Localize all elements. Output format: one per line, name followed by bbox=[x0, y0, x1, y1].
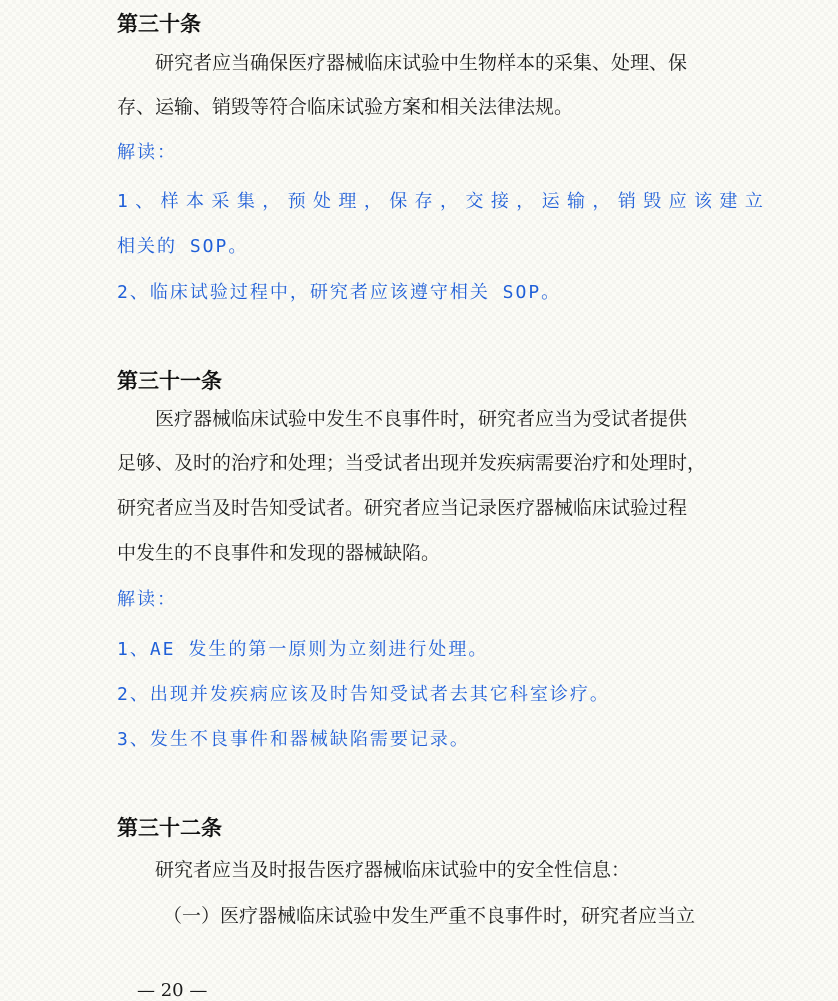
article-32-heading: 第三十二条 bbox=[117, 815, 222, 840]
article-31-text-line-1: 医疗器械临床试验中发生不良事件时，研究者应当为受试者提供 bbox=[155, 408, 688, 430]
article-31-point-1: 1、AE 发生的第一原则为立刻进行处理。 bbox=[117, 639, 489, 660]
article-31-point-2: 2、出现并发疾病应该及时告知受试者去其它科室诊疗。 bbox=[117, 684, 610, 705]
article-30-text-line-2: 存、运输、销毁等符合临床试验方案和相关法律法规。 bbox=[117, 96, 574, 118]
article-30-point-1-line-2: 相关的 SOP。 bbox=[117, 236, 249, 257]
article-31-text-line-4: 中发生的不良事件和发现的器械缺陷。 bbox=[117, 542, 441, 564]
article-30-point-1-line-1: 1、样本采集，预处理，保存，交接，运输，销毁应该建立 bbox=[117, 191, 771, 212]
article-31-interpretation-label: 解读： bbox=[117, 589, 177, 610]
article-30-point-2: 2、临床试验过程中，研究者应该遵守相关 SOP。 bbox=[117, 282, 562, 303]
article-30-text-line-1: 研究者应当确保医疗器械临床试验中生物样本的采集、处理、保 bbox=[155, 52, 688, 74]
article-31-point-3: 3、发生不良事件和器械缺陷需要记录。 bbox=[117, 729, 470, 750]
article-32-item-1-line-1: （一）医疗器械临床试验中发生严重不良事件时，研究者应当立 bbox=[163, 905, 696, 927]
article-31-text-line-2: 足够、及时的治疗和处理；当受试者出现并发疾病需要治疗和处理时， bbox=[117, 452, 707, 474]
article-30-interpretation-label: 解读： bbox=[117, 142, 177, 163]
article-31-heading: 第三十一条 bbox=[117, 368, 222, 393]
page-number: — 20 — bbox=[137, 980, 208, 1001]
article-31-text-line-3: 研究者应当及时告知受试者。研究者应当记录医疗器械临床试验过程 bbox=[117, 497, 688, 519]
article-32-text-line-1: 研究者应当及时报告医疗器械临床试验中的安全性信息： bbox=[155, 859, 631, 881]
article-30-heading: 第三十条 bbox=[117, 11, 201, 36]
